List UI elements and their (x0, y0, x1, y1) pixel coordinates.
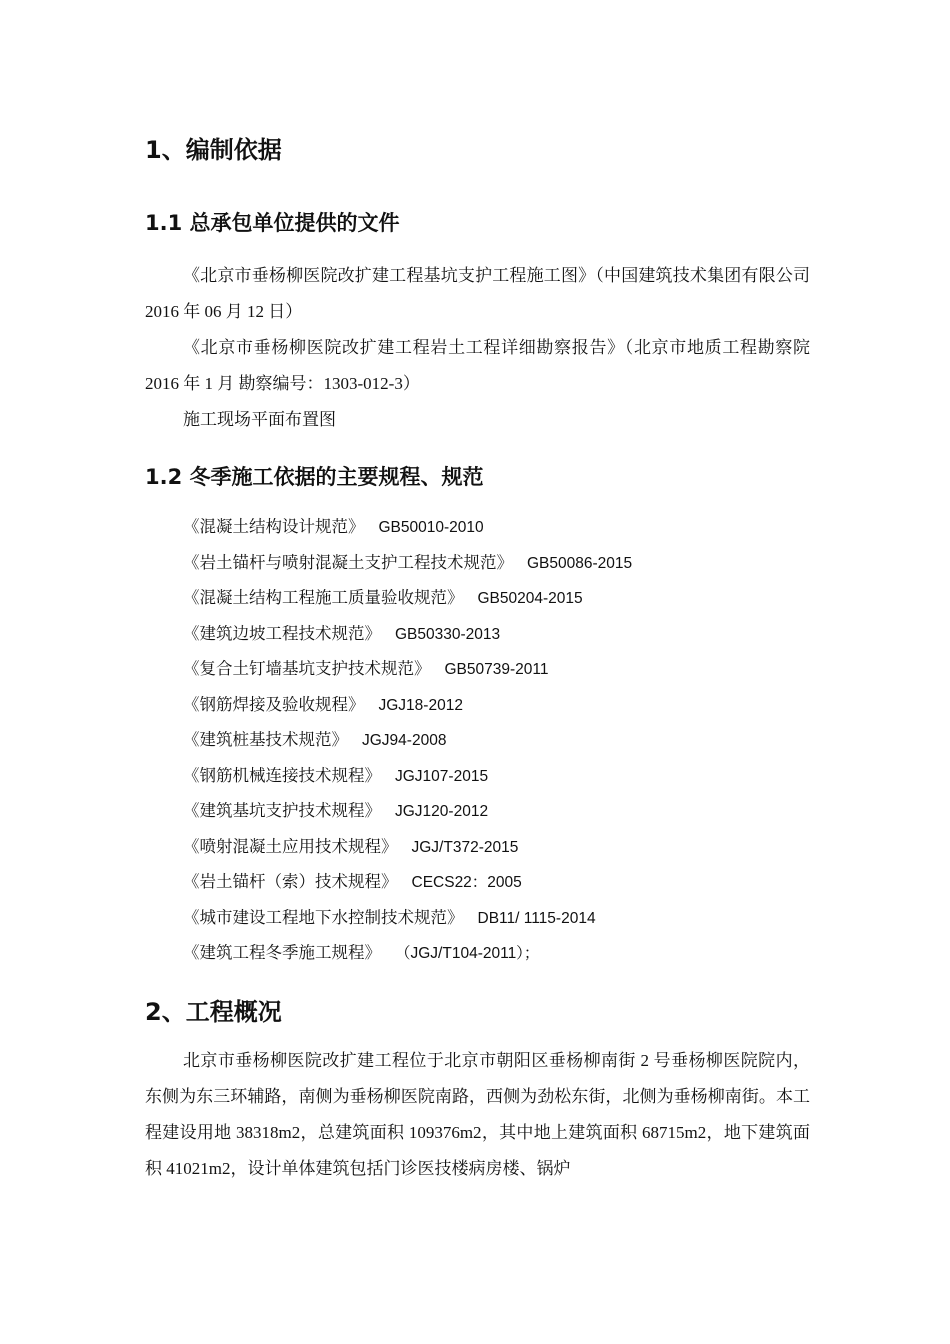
standard-code: GB50204-2015 (477, 590, 583, 607)
standard-code: DB11/ 1115-2014 (477, 910, 596, 927)
standard-item (183, 799, 488, 824)
standard-item (183, 906, 596, 931)
standard-code: CECS22：2005 (411, 874, 522, 891)
standard-name: 《建筑工程冬季施工规程》 (183, 943, 381, 962)
standard-code: GB50086-2015 (527, 555, 633, 572)
section-1-2-heading: 1.2 冬季施工依据的主要规程、规范 (145, 465, 484, 489)
standard-item (183, 551, 632, 576)
section-2-heading: 2、工程概况 (145, 998, 282, 1026)
standard-name: 《喷射混凝土应用技术规程》 (183, 837, 398, 856)
standard-name: 《城市建设工程地下水控制技术规范》 (183, 908, 464, 927)
standard-item (183, 870, 522, 895)
standard-item (183, 693, 463, 718)
standard-name: 《钢筋焊接及验收规程》 (183, 695, 365, 714)
reference-paragraph-1: 《北京市垂杨柳医院改扩建工程基坑支护工程施工图》（中国建筑技术集团有限公司 2016 年 06 月 12 日） (145, 266, 810, 321)
standard-name: 《复合土钉墙基坑支护技术规范》 (183, 659, 431, 678)
standard-code: GB50010-2010 (378, 519, 484, 536)
standard-code: （JGJ/T104-2011）； (395, 945, 540, 962)
standard-code: JGJ94-2008 (362, 732, 447, 749)
reference-paragraph-2: 《北京市垂杨柳医院改扩建工程岩土工程详细勘察报告》（北京市地质工程勘察院 2016 年 1 月 勘察编号：1303-012-3） (145, 338, 810, 393)
standard-item (183, 941, 539, 966)
standard-name: 《岩土锚杆（索）技术规程》 (183, 872, 398, 891)
standard-item (183, 728, 446, 753)
standard-name: 《建筑边坡工程技术规范》 (183, 624, 381, 643)
reference-paragraph-3: 施工现场平面布置图 (183, 410, 336, 429)
standard-code: JGJ18-2012 (378, 697, 463, 714)
standard-name: 《建筑基坑支护技术规程》 (183, 801, 381, 820)
section-1-1-heading: 1.1 总承包单位提供的文件 (145, 211, 400, 235)
standard-name: 《钢筋机械连接技术规程》 (183, 766, 381, 785)
standard-item (183, 657, 549, 682)
standard-code: GB50739-2011 (444, 661, 549, 678)
standard-item (183, 764, 488, 789)
standard-item (183, 835, 518, 860)
standard-item (183, 622, 500, 647)
standard-code: JGJ120-2012 (395, 803, 489, 820)
standard-item (183, 515, 484, 540)
standard-name: 《混凝土结构设计规范》 (183, 517, 365, 536)
standard-code: JGJ107-2015 (395, 768, 489, 785)
standard-code: GB50330-2013 (395, 626, 501, 643)
standard-item (183, 586, 583, 611)
standard-name: 《混凝土结构工程施工质量验收规范》 (183, 588, 464, 607)
project-overview-paragraph: 北京市垂杨柳医院改扩建工程位于北京市朝阳区垂杨柳南街 2 号垂杨柳医院院内，东侧为东三环辅路，南侧为垂杨柳医院南路，西侧为劲松东街，北侧为垂杨柳南街。本工程建设用地 38318m2，总建筑面积 109376m2，其中地上建筑面积 68715m2，地下建筑面积 41021m2，设计单体建筑包括门诊医技楼病房楼、锅炉 (145, 1051, 810, 1178)
standard-code: JGJ/T372-2015 (411, 839, 519, 856)
standard-name: 《建筑桩基技术规范》 (183, 730, 348, 749)
standard-name: 《岩土锚杆与喷射混凝土支护工程技术规范》 (183, 553, 513, 572)
section-1-heading: 1、编制依据 (145, 136, 282, 164)
